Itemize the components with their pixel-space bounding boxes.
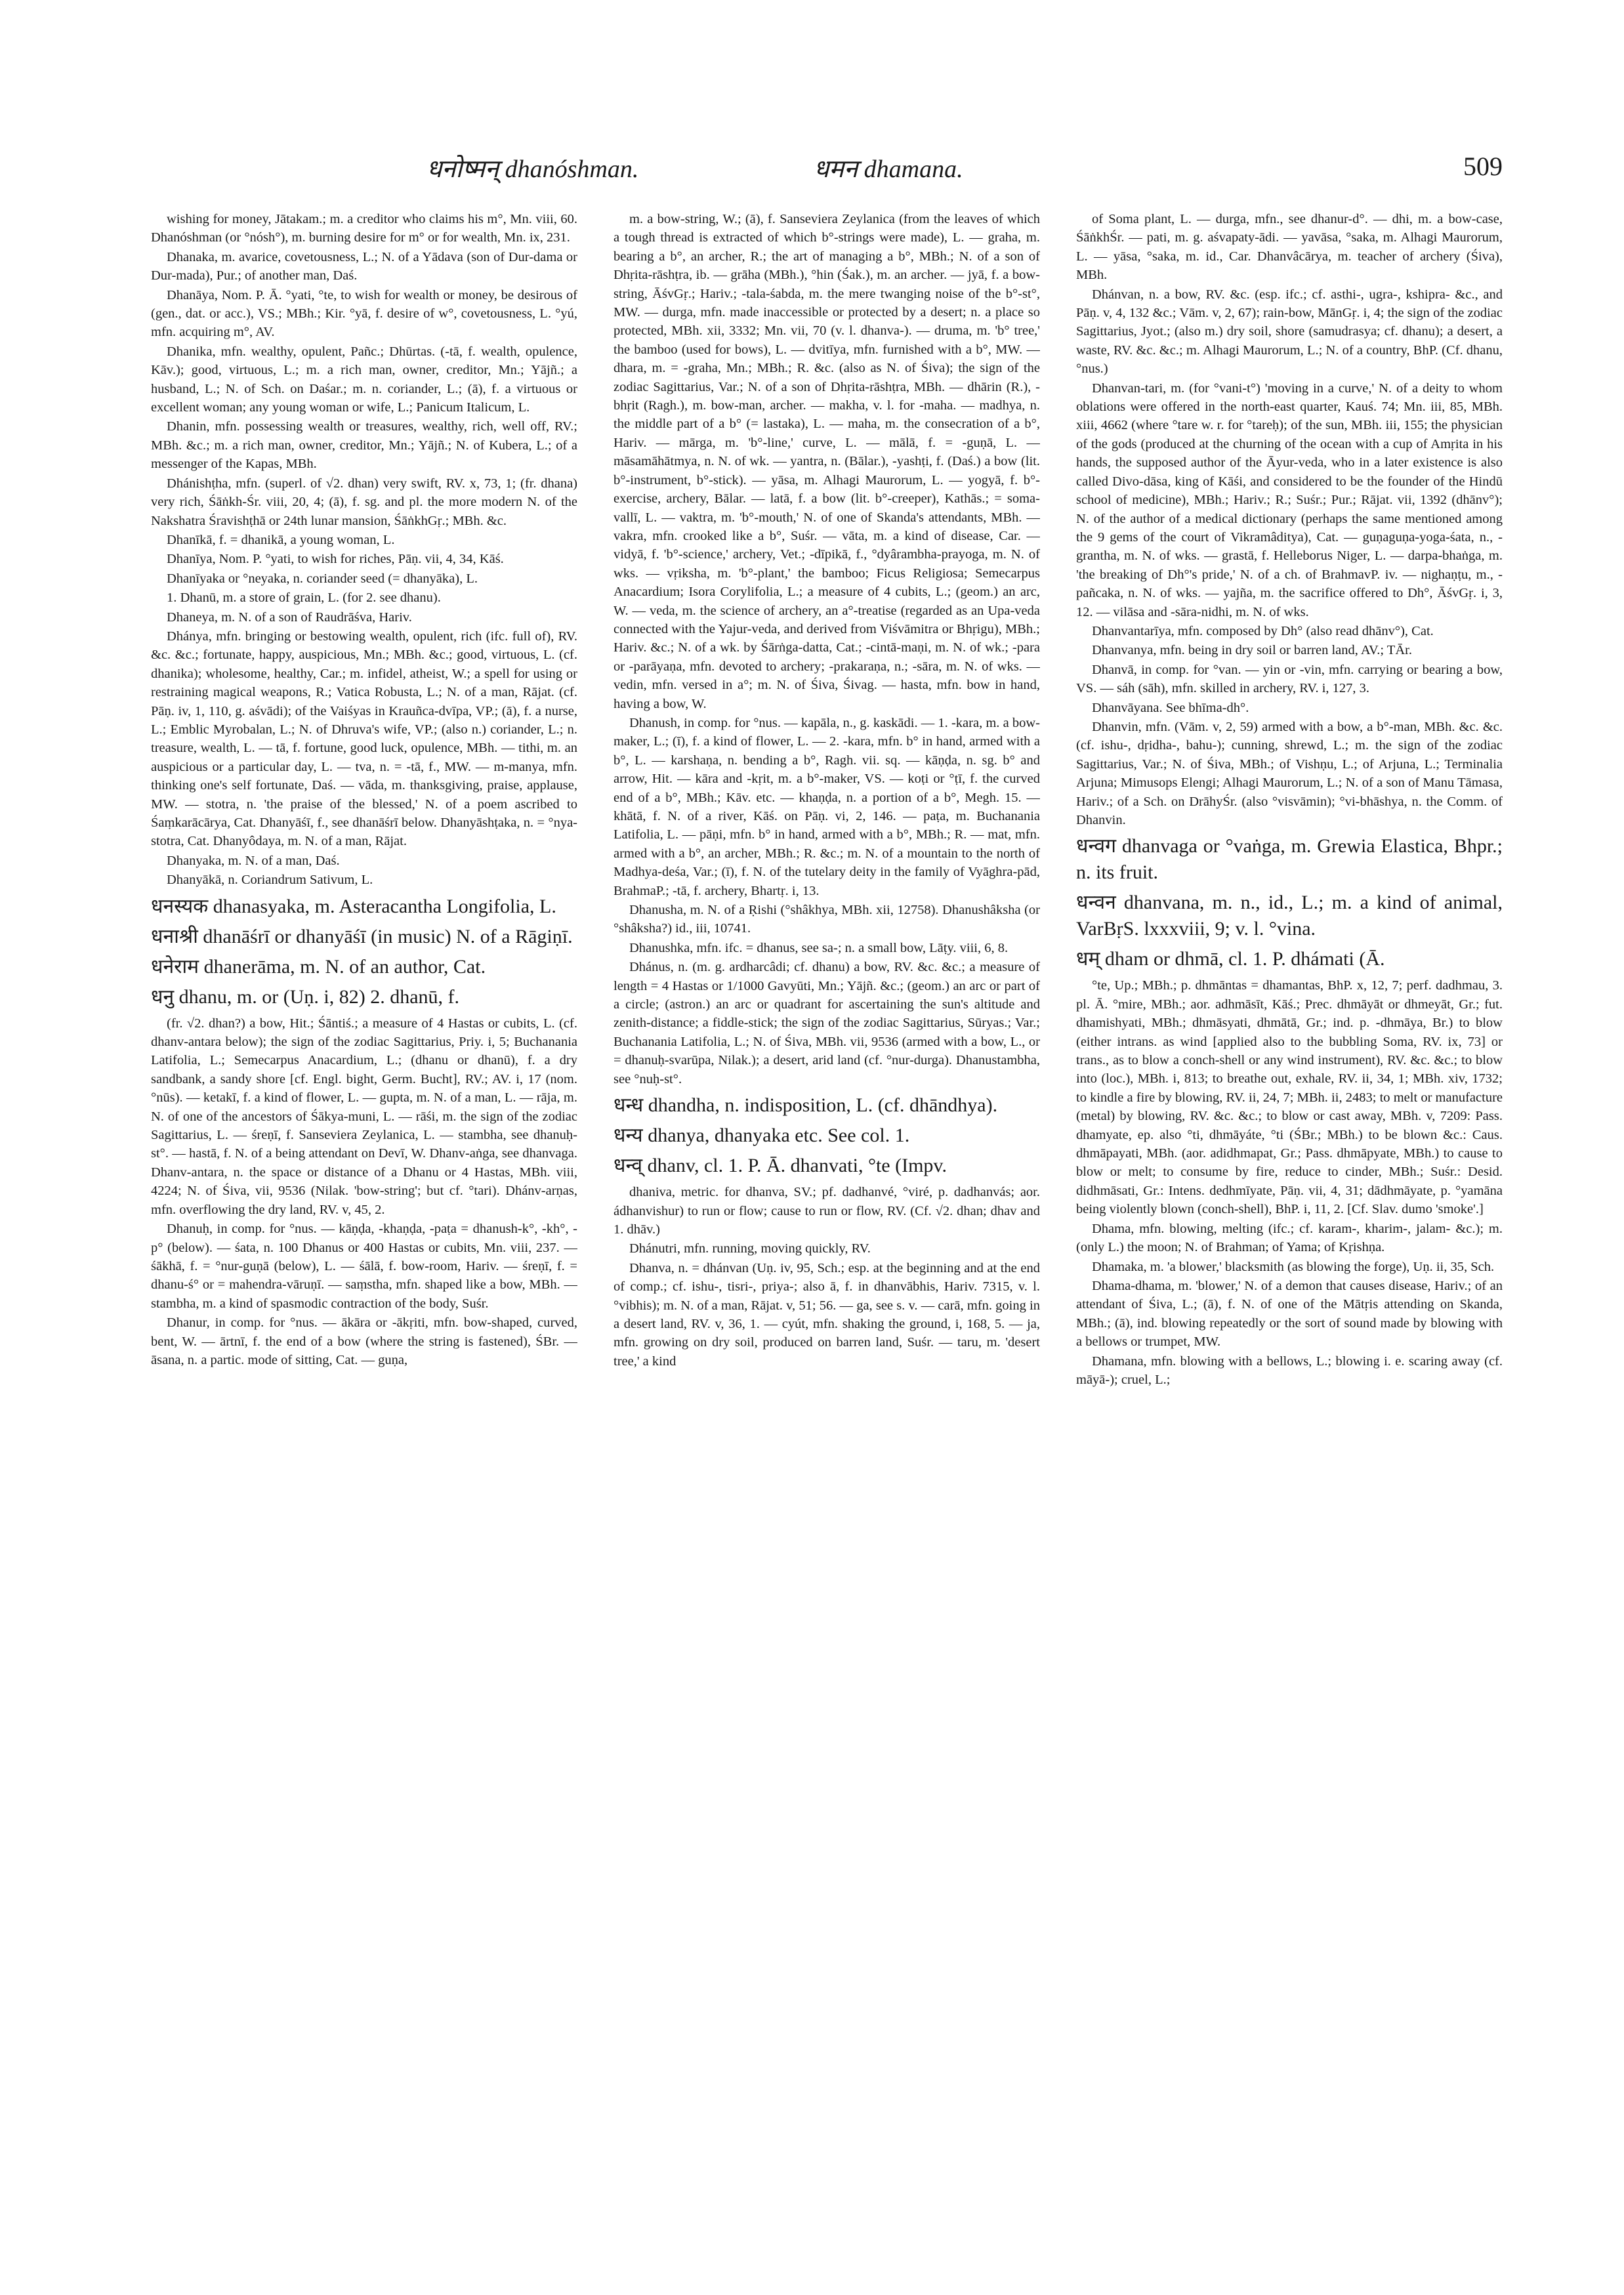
dictionary-entry: Dhanaka, m. avarice, covetousness, L.; N. of a Yādava (son of Dur-dama or Dur-mada), Pur.; of another man, Daś. — [151, 249, 577, 283]
dictionary-entry: Dhánutri, mfn. running, moving quickly, RV. — [629, 1241, 871, 1256]
headword-entry: धनस्यक dhanasyaka, m. Asteracantha Longifolia, L. — [151, 895, 556, 917]
dictionary-entry: Dhanīkā, f. = dhanikā, a young woman, L. — [167, 532, 395, 547]
headword-entry: धनेराम dhanerāma, m. N. of an author, Cat. — [151, 955, 486, 978]
header-left-guideword: धनोष्मन् dhanóshman. — [427, 155, 639, 183]
dictionary-entry: Dhamaka, m. 'a blower,' blacksmith (as blowing the forge), Uṇ. ii, 35, Sch. — [1092, 1259, 1495, 1274]
headword-entry: धनाश्री dhanāśrī or dhanyāśī (in music) N. of a Rāgiṇī. — [151, 925, 573, 947]
page-header — [151, 151, 1503, 197]
headword-entry: धम् dham or dhmā, cl. 1. P. dhámati (Ā. — [1076, 948, 1385, 970]
header-right-guideword: धमन dhamana. — [814, 155, 963, 183]
dictionary-entry: Dhanīyaka or °neyaka, n. coriander seed (= dhanyāka), L. — [167, 571, 478, 586]
dictionary-entry: Dhaneya, m. N. of a son of Raudrāśva, Hariv. — [167, 610, 412, 625]
dictionary-entry: Dhanyaka, m. N. of a man, Daś. — [167, 853, 340, 868]
dictionary-entry: Dhánya, mfn. bringing or bestowing wealth, opulent, rich (ifc. full of), RV. &c. &c.; fortunate, happy, auspicious, Mn.; MBh. &c.; good, virtuous, L. (cf. dhanika); wholesome, healthy, Car.; m. infidel, atheist, W.; a spell for using or restraining magical weapons, R.; Vatica Robusta, L.; N. of a man, Rājat. (cf. Pāṇ. iv, 1, 110, g. aśvādi); of the Vaiśyas in Krauñca-dvīpa, VP.; (ā), f. a nurse, L.; Emblic Myrobalan, L.; N. of Dhruva's wife, VP.; (also n.) coriander, L.; n. treasure, wealth, L. — tā, f. fortune, good luck, opulence, MBh. — tithi, m. an auspicious or a particular day, L. — tva, n. = -tā, f., MW. — m-manya, mfn. thinking one's self fortunate, Daś. — vāda, m. thanksgiving, praise, applause, MW. — stotra, n. 'the praise of the blessed,' N. of a poem ascribed to Śaṃkarācārya, Cat. Dhanyāśī, f., see dhanāśrī below. Dhanyāshṭaka, n. = °nya-stotra, Cat. Dhanyôdaya, m. N. of a man, Rājat. — [151, 629, 577, 849]
dictionary-entry: Dhanuḥ, in comp. for °nus. — kāṇḍa, -khaṇḍa, -paṭa = dhanush-k°, -kh°, -p° (below). — śata, n. 100 Dhanus or 400 Hastas or cubits, Mn. viii, 237. — śākhā, f. = °nur-guṇā (below), L. — śālā, f. bow-room, Hariv. — śreṇī, f. = dhanu-ś° or = mahendra-vāruṇī. — saṃstha, mfn. shaped like a bow, MBh. — stambha, m. a kind of spasmodic contraction of the body, Suśr. — [151, 1222, 577, 1311]
dictionary-entry: Dhánus, n. (m. g. ardharcâdi; cf. dhanu) a bow, RV. &c. &c.; a measure of length = 4 Hastas or 1/1000 Gavyūti, Mn.; Yājñ. &c.; (geom.) an arc or part of a circle; (astron.) an arc or quadrant for ascertaining the sun's altitude and zenith-distance; a fiddle-stick; the sign of the zodiac Sagittarius, Sūryas.; Var.; Buchanania Latifolia, L.; N. of Śiva, MBh. vii, 9536 (armed with a bow, L., or = dhanuḥ-svarūpa, Nilak.); a desert, arid land (cf. °nur-durga). Dhanustambha, see °nuḥ-st°. — [614, 960, 1040, 1086]
dictionary-entry: Dhánishṭha, mfn. (superl. of √2. dhan) very swift, RV. x, 73, 1; (fr. dhana) very rich, Śāṅkh-Śr. viii, 20, 4; (ā), f. sg. and pl. the more modern N. of the Nakshatra Śravishṭhā or 24th lunar mansion, ŚāṅkhGṛ.; MBh. &c. — [151, 476, 577, 528]
headword-entry: धन्व् dhanv, cl. 1. P. Ā. dhanvati, °te (Impv. — [614, 1155, 947, 1177]
dictionary-entry: Dhamana, mfn. blowing with a bellows, L.; blowing i. e. scaring away (cf. māyā-); cruel, L.; — [1076, 1354, 1503, 1387]
dictionary-entry: Dhánvan, n. a bow, RV. &c. (esp. ifc.; cf. asthi-, ugra-, kshipra- &c., and Pāṇ. v, 4, 132 &c.; Vām. v, 2, 67); rain-bow, MānGṛ. i, 4; the sign of the zodiac Sagittarius, Jyot.; (also m.) dry soil, shore (samudrasya; cf. dhanu); a desert, a waste, RV. &c. &c.; m. Alhagi Maurorum, L.; N. of a country, BhP. (Cf. dhanu, °nus.) — [1076, 287, 1503, 377]
dictionary-entry: Dhanvanya, mfn. being in dry soil or barren land, AV.; TĀr. — [1092, 643, 1412, 658]
dictionary-entry: Dhanusha, m. N. of a Ṛishi (°shâkhya, MBh. xii, 12758). Dhanushâksha (or °shâksha?) id., iii, 10741. — [614, 903, 1040, 936]
dictionary-entry: Dhanur, in comp. for °nus. — ākāra or -ākṛiti, mfn. bow-shaped, curved, bent, W. — ārtnī, f. the end of a bow (where the string is fastened), ŚBr. — āsana, n. a partic. mode of sitting, Cat. — guṇa, — [151, 1315, 577, 1367]
dictionary-entry: dhaniva, metric. for dhanva, SV.; pf. dadhanvé, °viré, p. dadhanvás; aor. ádhanvishur) to run or flow; cause to run or flow, RV. (Cf. √2. dhan; dhav and 1. dhāv.) — [614, 1185, 1040, 1237]
headword-entry: धन्वग dhanvaga or °vaṅga, m. Grewia Elastica, Bhpr.; n. its fruit. — [1076, 835, 1503, 884]
dictionary-entry: 1. Dhanū, m. a store of grain, L. (for 2. see dhanu). — [167, 590, 441, 606]
dictionary-entry: Dhanyākā, n. Coriandrum Sativum, L. — [167, 873, 373, 888]
dictionary-entry: Dhanvan-tari, m. (for °vani-t°) 'moving in a curve,' N. of a deity to whom oblations were offered in the north-east quarter, Kauś. 74; Mn. iii, 85, MBh. xiii, 4662 (where °tare w. r. for °tareḥ); of the sun, MBh. iii, 155; the physician of the gods (produced at the churning of the ocean with a cup of Amṛita in his hands, the supposed author of the Āyur-veda, who in a later existence is also called Divo-dāsa, king of Kāśi, and considered to be the founder of the Hindū school of medicine), MBh.; Hariv.; R.; Suśr.; Pur.; Rājat. vii, 1392 (dhānv°); N. of the author of a medical dictionary (perhaps the same mentioned among the 9 gems of the court of Vikramâditya), Cat. — guṇaguṇa-yoga-śata, n., -grantha, m. N. of wks. — grastā, f. Helleborus Niger, L. — darpa-bhaṅga, m. 'the breaking of Dh°'s pride,' N. of a ch. of BrahmavP. iv. — nighaṇṭu, m., -pañcaka, n. N. of wks. — yajña, m. the sacrifice offered to Dh°, ĀśvGṛ. i, 3, 12. — vilāsa and -sāra-nidhi, m. N. of wks. — [1076, 381, 1503, 619]
dictionary-columns — [151, 210, 1503, 2244]
headword-entry: धन्य dhanya, dhanyaka etc. See col. 1. — [614, 1125, 910, 1147]
column-middle — [614, 210, 1040, 2244]
dictionary-entry: Dhanin, mfn. possessing wealth or treasures, wealthy, rich, well off, RV.; MBh. &c.; m. a rich man, owner, creditor, Mn.; Yājñ.; N. of Kubera, L.; of a messenger of the Kapas, MBh. — [151, 419, 577, 472]
column-right — [1076, 210, 1503, 2244]
dictionary-entry: m. a bow-string, W.; (ā), f. Sanseviera Zeylanica (from the leaves of which a tough thread is extracted of which b°-strings were made), L. — graha, m. bearing a b°, an archer, R.; the art of managing a b°, MBh.; N. of a son of Dhṛita-rāshṭra, ib. — grāha (MBh.), °hin (Śak.), m. an archer. — jyā, f. a bow-string, ĀśvGṛ.; Hariv.; -tala-śabda, m. the mere twanging noise of the b°-st°, MW. — durga, mfn. made inaccessible or protected by a desert; n. a place so protected, MBh. xii, 3332; Mn. vii, 70 (v. l. dhanva-). — druma, m. 'b° tree,' the bamboo (used for bows), L. — dvitīya, mfn. furnished with a b°, MW. — dhara, m. = -graha, Mn.; MBh.; R. &c. (also as N. of Śiva); the sign of the zodiac Sagittarius, Var.; N. of a son of Dhṛita-rāshṭra, MBh. — dhārin (R.), -bhṛit (Ragh.), m. bow-man, archer. — makha, v. l. for -maha. — madhya, n. the middle part of a b° (= lastaka), L. — maha, m. the consecration of a b°, Hariv. — mārga, m. 'b°-line,' curve, L. — mālā, f. = -guṇā, L. — māsamāhātmya, n. N. of wk. — yantra, n. (Bālar.), -yashṭi, f. (Daś.) a bow (lit. b°-instrument, b°-stick). — yāsa, m. Alhagi Maurorum, L. — yogyā, f. b°-exercise, archery, Bālar. — latā, f. a bow (lit. b°-creeper), Kathās.; = soma-vallī, L. — vaktra, m. 'b°-mouth,' N. of one of Skanda's attendants, MBh. — vakra, mfn. crooked like a b°, Suśr. — vāta, m. a kind of disease, Car. — vidyā, f. 'b°-science,' archery, Vet.; -dīpikā, f., °dyârambha-prayoga, m. N. of wks. — vṛiksha, m. 'b°-plant,' the bamboo; Ficus Religiosa; Semecarpus Anacardium; Isora Corylifolia, L.; a measure of 4 cubits, L.; (geom.) an arc, W. — veda, m. the science of archery, an a°-treatise (regarded as an Upa-veda connected with the Yajur-veda, and derived from Viśvāmitra or Bhṛigu), MBh.; Hariv. &c.; N. of a wk. by Śārṅga-datta, Cat.; -cintā-maṇi, m. N. of wk.; -para or -parāyaṇa, mfn. devoted to archery; -prakaraṇa, n.; -sāra, m. N. of wks. — vedin, mfn. versed in a°; m. N. of Śiva, Śivag. — hasta, mfn. bow in hand, having a bow, W. — [614, 212, 1040, 711]
dictionary-entry: Dhama, mfn. blowing, melting (ifc.; cf. karam-, kharim-, jalam- &c.); m. (only L.) the moon; N. of Brahman; of Yama; of Kṛishṇa. — [1076, 1221, 1503, 1255]
dictionary-entry: Dhanva, n. = dhánvan (Uṇ. iv, 95, Sch.; esp. at the beginning and at the end of comp.; cf. ishu-, tisri-, priya-; also ā, f. in dhanvābhis, Hariv. 7315, v. l. °vibhis); m. N. of a man, Rājat. v, 51; 56. — ga, see s. v. — carā, mfn. going in a desert land, RV. v, 36, 1. — cyút, mfn. shaking the ground, i, 168, 5. — ja, mfn. growing on dry soil, produced on barren land, Suśr. — taru, m. 'desert tree,' a kind — [614, 1260, 1040, 1369]
dictionary-entry: Dhanushka, mfn. ifc. = dhanus, see sa-; n. a small bow, Lāṭy. viii, 6, 8. — [629, 940, 1009, 955]
dictionary-entry: Dhanvantarīya, mfn. composed by Dh° (also read dhānv°), Cat. — [1092, 623, 1434, 638]
dictionary-entry: Dhanīya, Nom. P. °yati, to wish for riches, Pāṇ. vii, 4, 34, Kāś. — [167, 552, 504, 567]
column-left — [151, 210, 577, 2244]
dictionary-entry: Dhanvin, mfn. (Vām. v, 2, 59) armed with a bow, a b°-man, MBh. &c. &c. (cf. ishu-, dṛidha-, bahu-); cunning, shrewd, L.; m. the sign of the zodiac Sagittarius, Var.; N. of Śiva, MBh.; of Vishṇu, L.; of Arjuna, L.; Terminalia Arjuna; Mimusops Elengi; Alhagi Maurorum, L.; N. of a son of Manu Tāmasa, Hariv.; of a Sch. on DrāhyŚr. (also °visvāmin); °vi-bhāshya, n. the Comm. of Dhanvin. — [1076, 719, 1503, 827]
headword-entry: धनु dhanu, m. or (Uṇ. i, 82) 2. dhanū, f. — [151, 985, 460, 1008]
dictionary-entry: Dhanush, in comp. for °nus. — kapāla, n., g. kaskādi. — 1. -kara, m. a bow-maker, L.; (ī), f. a kind of flower, L. — 2. -kara, mfn. b° in hand, armed with a b°, L. — karshaṇa, n. bending a b°, Ragh. vii. sq. — kāṇḍa, n. sg. b° and arrow, Hit. — kāra and -kṛit, m. a b°-maker, VS. — koṭi or °ṭī, f. the curved end of a b°, MBh.; Kāv. etc. — khaṇḍa, n. a portion of a b°, Megh. 15. — khātā, f. N. of a river, Kāś. on Pāṇ. vi, 2, 146. — paṭa, m. Buchanania Latifolia, L. — pāṇi, mfn. b° in hand, armed with a b°, MBh.; R. — mat, mfn. armed with a b°, an archer, MBh.; R. &c.; m. N. of a mountain to the north of Madhya-deśa, Var.; (ī), f. N. of the tutelary deity in the family of Vyāghra-pād, BrahmaP.; -tā, f. archery, Bhartṛ. i, 13. — [614, 715, 1040, 898]
dictionary-entry: wishing for money, Jātakam.; m. a creditor who claims his m°, Mn. viii, 60. Dhanóshman (or °nósh°), m. burning desire for m° or for wealth, Mn. ix, 231. — [151, 212, 577, 245]
page-number: 509 — [1463, 152, 1503, 181]
dictionary-entry: °te, Up.; MBh.; p. dhmāntas = dhamantas, BhP. x, 12, 7; perf. dadhmau, 3. pl. Ā. °mire, MBh.; aor. adhmāsīt, Kāś.; Prec. dhmāyāt or dhmeyāt, Gr.; fut. dhamishyati, MBh.; dhmāsyati, dhmātā, Gr.; ind. p. -dhmāya, Br.) to blow (either intrans. as wind [applied also to the bubbling Soma, RV. ix, 73] or trans., as to blow a conch-shell or any wind instrument), RV. &c. &c.; to blow into (loc.), MBh. i, 813; to breathe out, exhale, RV. ii, 34, 1; MBh. xiv, 1732; to kindle a fire by blowing, RV. ii, 24, 7; MBh. ii, 2483; to melt or manufacture (metal) by blowing, RV. &c. &c.; to blow or cast away, MBh. v, 7209: Pass. dhamyate, ep. also °ti, dhmāyáte, °ti (ŚBr.; MBh.) to be blown &c.: Caus. dhmāpayati, MBh. (aor. adidhmapat, Gr.; Pass. dhmāpyate, MBh.) to cause to blow or melt; to consume by fire, reduce to cinder, MBh.; Suśr.: Desid. didhmāsati, Gr.: Intens. dedhmīyate, Pāṇ. vii, 4, 31; dādhmāyate, p. °yamāna being violently blown (conch-shell), BhP. i, 11, 2. [Cf. Slav. dumo 'smoke'.] — [1076, 978, 1503, 1217]
dictionary-entry: of Soma plant, L. — durga, mfn., see dhanur-d°. — dhi, m. a bow-case, ŚāṅkhŚr. — pati, m. g. aśvapaty-ādi. — yavāsa, °saka, m. Alhagi Maurorum, L. — yāsa, °saka, m. id., Car. Dhanvâcārya, m. teacher of archery (Śiva), MBh. — [1076, 212, 1503, 283]
dictionary-entry: Dhanvāyana. See bhīma-dh°. — [1092, 700, 1249, 715]
dictionary-entry: Dhama-dhama, m. 'blower,' N. of a demon that causes disease, Hariv.; of an attendant of Śiva, L.; (ā), f. N. of one of the Mātṛis attending on Skanda, MBh.; (ā), ind. blowing repeatedly or the sort of sound made by blowing with a bellows or trumpet, MW. — [1076, 1278, 1503, 1350]
dictionary-entry: Dhanika, mfn. wealthy, opulent, Pañc.; Dhūrtas. (-tā, f. wealth, opulence, Kāv.); good, virtuous, L.; m. a rich man, owner, creditor, Mn.; Yājñ.; a husband, L.; N. of Sch. on Daśar.; m. n. coriander, L.; (ā), f. a virtuous or excellent woman; any young woman or wife, L.; Panicum Italicum, L. — [151, 344, 577, 415]
headword-entry: धन्ध dhandha, n. indisposition, L. (cf. dhāndhya). — [614, 1094, 998, 1117]
headword-entry: धन्वन dhanvana, m. n., id., L.; m. a kind of animal, VarBṛS. lxxxviii, 9; v. l. °vina. — [1076, 892, 1503, 940]
dictionary-entry: Dhanāya, Nom. P. Ā. °yati, °te, to wish for wealth or money, be desirous of (gen., dat. or acc.), VS.; MBh.; Kir. °yā, f. desire of w°, covetousness, L. °yú, mfn. acquiring m°, AV. — [151, 287, 577, 340]
dictionary-entry: Dhanvā, in comp. for °van. — yin or -vin, mfn. carrying or bearing a bow, VS. — sáh (sāh), mfn. skilled in archery, RV. i, 127, 3. — [1076, 662, 1503, 696]
dictionary-entry: (fr. √2. dhan?) a bow, Hit.; Śāntiś.; a measure of 4 Hastas or cubits, L. (cf. dhanv-antara below); the sign of the zodiac Sagittarius, Priy. i, 5; Buchanania Latifolia, L.; Semecarpus Anacardium, L.; (dhanu or dhanū), f. a dry sandbank, a sandy shore [cf. Engl. bight, Germ. Bucht], RV.; AV. i, 17 (nom. °nūs). — ketakī, f. a kind of flower, L. — gupta, m. N. of a man, L. — rāja, m. N. of one of the ancestors of Śākya-muni, L. — rāśi, m. the sign of the zodiac Sagittarius, L. — śreṇī, f. Sanseviera Zeylanica, L. — stambha, see dhanuḥ-st°. — hastā, f. N. of a being attendant on Devī, W. Dhanv-aṅga, see dhanvaga. Dhanv-antara, n. the space or distance of a Dhanu or 4 Hastas, MBh. viii, 4224; N. of Śiva, vii, 9536 (Nilak. 'bow-string'; but cf. °tari). Dhánv-arṇas, mfn. overflowing the dry land, RV. v, 45, 2. — [151, 1016, 577, 1217]
